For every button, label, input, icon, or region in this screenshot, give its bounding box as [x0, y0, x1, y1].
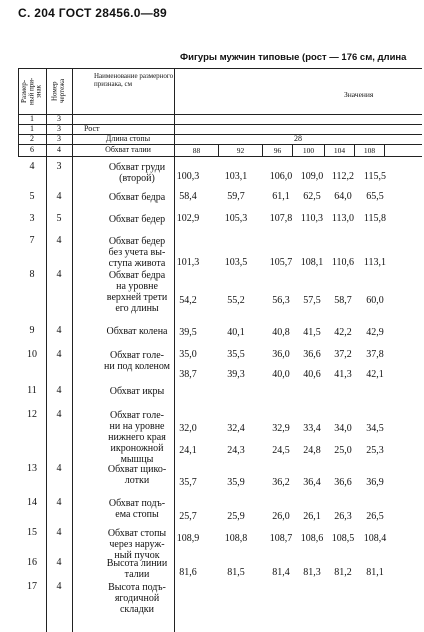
row-value: 42,2 [334, 327, 352, 338]
header-values: Значения [344, 90, 374, 99]
row-foot-length-drawing: 3 [57, 134, 61, 144]
table-top-rule [18, 68, 422, 69]
row-feature-name: Обхват голе- ни на уровне нижнего края икроножной мышцы [108, 410, 166, 465]
row-foot-length-no: 2 [30, 134, 34, 144]
row-value: 40,8 [272, 327, 290, 338]
row-feature-no: 10 [27, 349, 37, 360]
row-drawing-no: 5 [56, 213, 62, 224]
row-value: 101,3 [176, 257, 200, 268]
row-value: 108,9 [176, 533, 200, 544]
row-feature-name: Обхват груди (второй) [108, 162, 166, 184]
row-value: 105,3 [224, 213, 248, 224]
row-value: 26,5 [366, 511, 384, 522]
row-value: 56,3 [272, 295, 290, 306]
row-value: 36,6 [303, 349, 321, 360]
row-feature-no: 11 [27, 385, 37, 396]
row-feature-name: Обхват икры [109, 386, 165, 397]
row-value: 61,1 [272, 191, 290, 202]
row-value: 40,1 [227, 327, 245, 338]
row-feature-no: 8 [29, 269, 35, 280]
row-waist-no: 6 [30, 145, 34, 155]
row-value: 108,8 [224, 533, 248, 544]
row-value: 42,1 [366, 369, 384, 380]
row-drawing-no: 4 [56, 191, 62, 202]
row-drawing-no: 4 [56, 385, 62, 396]
row-value: 36,2 [272, 477, 290, 488]
row-value: 106,0 [269, 171, 293, 182]
row-value: 64,0 [334, 191, 352, 202]
row-value: 100,3 [176, 171, 200, 182]
row-drawing-no: 3 [56, 161, 62, 172]
row-value: 42,9 [366, 327, 384, 338]
row-value: 113,0 [331, 213, 355, 224]
page-header: С. 204 ГОСТ 28456.0—89 [18, 6, 168, 20]
row-rule [18, 156, 422, 157]
row-value: 40,0 [272, 369, 290, 380]
row-value: 103,1 [224, 171, 248, 182]
row-feature-name: Обхват подъ- ема стопы [108, 498, 166, 520]
row-value: 108,1 [300, 257, 324, 268]
header-feature-no: Размер- ный при- знак [19, 77, 43, 105]
row-value: 35,5 [227, 349, 245, 360]
row-value: 115,8 [363, 213, 387, 224]
row-drawing-no: 4 [56, 409, 62, 420]
row-waist-drawing: 4 [57, 145, 61, 155]
size-100: 100 [302, 145, 315, 155]
row-feature-no: 12 [27, 409, 37, 420]
row-value: 81,3 [303, 567, 321, 578]
row-value: 108,7 [269, 533, 293, 544]
row-value: 24,8 [303, 445, 321, 456]
header-drawing-no: Номер чертежа [50, 78, 66, 104]
row-value: 24,1 [179, 445, 197, 456]
row-value: 81,5 [227, 567, 245, 578]
row-feature-no: 5 [29, 191, 35, 202]
row-feature-name: Обхват бедер [108, 214, 166, 225]
row-value: 32,4 [227, 423, 245, 434]
row-drawing-no: 4 [56, 325, 62, 336]
row-value: 36,9 [366, 477, 384, 488]
row-value: 36,6 [334, 477, 352, 488]
row-feature-no: 7 [29, 235, 35, 246]
row-feature-name: Обхват голе- ни под коленом [104, 350, 170, 372]
row-feature-no: 16 [27, 557, 37, 568]
size-96: 96 [273, 145, 282, 155]
row-value: 110,6 [331, 257, 355, 268]
row-value: 37,8 [366, 349, 384, 360]
row-value: 62,5 [303, 191, 321, 202]
measurement-table [18, 68, 422, 632]
size-108: 108 [363, 145, 376, 155]
row-height-drawing: 3 [57, 124, 61, 134]
row-value: 81,2 [334, 567, 352, 578]
size-104: 104 [333, 145, 346, 155]
row-value: 26,3 [334, 511, 352, 522]
row-value: 39,5 [179, 327, 197, 338]
header-bottom-rule [18, 114, 422, 115]
row-value: 108,5 [331, 533, 355, 544]
row-value: 105,7 [269, 257, 293, 268]
col-rule [384, 144, 385, 156]
row-value: 40,6 [303, 369, 321, 380]
row-feature-name: Обхват колена [106, 326, 168, 337]
row-value: 60,0 [366, 295, 384, 306]
row-feature-name: Обхват бедра [108, 192, 166, 203]
col-rule [72, 68, 73, 632]
row-value: 24,3 [227, 445, 245, 456]
row-value: 103,5 [224, 257, 248, 268]
row-value: 33,4 [303, 423, 321, 434]
row-drawing-no: 4 [56, 349, 62, 360]
row-feature-name: Обхват бедра на уровне верхней трети его длины [106, 270, 168, 314]
row-value: 58,7 [334, 295, 352, 306]
row-rule [18, 134, 422, 135]
row-feature-name: Высота линии талии [106, 558, 168, 580]
row-drawing-no: 4 [56, 235, 62, 246]
index-col-2: 3 [57, 114, 61, 124]
row-value: 41,5 [303, 327, 321, 338]
row-value: 36,0 [272, 349, 290, 360]
row-feature-no: 13 [27, 463, 37, 474]
row-rule [18, 124, 422, 125]
row-drawing-no: 4 [56, 497, 62, 508]
row-value: 32,9 [272, 423, 290, 434]
row-value: 110,3 [300, 213, 324, 224]
row-value: 112,2 [331, 171, 355, 182]
row-value: 36,4 [303, 477, 321, 488]
row-feature-no: 15 [27, 527, 37, 538]
row-value: 55,2 [227, 295, 245, 306]
row-feature-no: 17 [27, 581, 37, 592]
row-value: 32,0 [179, 423, 197, 434]
size-92: 92 [236, 145, 245, 155]
row-drawing-no: 4 [56, 527, 62, 538]
row-height-no: 1 [30, 124, 34, 134]
row-value: 25,0 [334, 445, 352, 456]
table-caption: Фигуры мужчин типовые (рост — 176 см, длина [180, 52, 407, 63]
row-value: 26,1 [303, 511, 321, 522]
row-value: 113,1 [363, 257, 387, 268]
row-value: 34,0 [334, 423, 352, 434]
row-value: 26,0 [272, 511, 290, 522]
row-value: 25,9 [227, 511, 245, 522]
row-value: 59,7 [227, 191, 245, 202]
row-value: 24,5 [272, 445, 290, 456]
row-value: 81,1 [366, 567, 384, 578]
row-drawing-no: 4 [56, 581, 62, 592]
row-feature-name: Обхват стопы через наруж- ный пучок [107, 528, 167, 561]
row-value: 58,4 [179, 191, 197, 202]
row-value: 81,6 [179, 567, 197, 578]
size-88: 88 [192, 145, 201, 155]
row-value: 102,9 [176, 213, 200, 224]
row-value: 35,0 [179, 349, 197, 360]
row-drawing-no: 4 [56, 269, 62, 280]
row-value: 57,5 [303, 295, 321, 306]
row-value: 25,3 [366, 445, 384, 456]
row-drawing-no: 4 [56, 557, 62, 568]
row-value: 37,2 [334, 349, 352, 360]
row-value: 108,4 [363, 533, 387, 544]
row-value: 39,3 [227, 369, 245, 380]
row-waist-name: Обхват талии [105, 145, 151, 155]
row-value: 115,5 [363, 171, 387, 182]
row-value: 25,7 [179, 511, 197, 522]
row-foot-length-name: Длина стопы [105, 134, 151, 144]
row-feature-name: Обхват бедер без учета вы- ступа живота [108, 236, 166, 269]
row-value: 35,7 [179, 477, 197, 488]
row-value: 41,3 [334, 369, 352, 380]
row-feature-no: 3 [29, 213, 35, 224]
row-foot-length-value: 28 [294, 134, 302, 144]
row-feature-name: Обхват щико- лотки [107, 464, 167, 486]
row-value: 54,2 [179, 295, 197, 306]
row-value: 34,5 [366, 423, 384, 434]
row-feature-no: 14 [27, 497, 37, 508]
row-value: 38,7 [179, 369, 197, 380]
row-value: 35,9 [227, 477, 245, 488]
row-feature-name: Высота подъ- ягодичной складки [108, 582, 166, 615]
row-value: 65,5 [366, 191, 384, 202]
row-value: 108,6 [300, 533, 324, 544]
row-feature-no: 4 [29, 161, 35, 172]
row-value: 107,8 [269, 213, 293, 224]
row-height-name: Рост [84, 124, 100, 134]
index-col-1: 1 [30, 114, 34, 124]
row-value: 109,0 [300, 171, 324, 182]
row-feature-no: 9 [29, 325, 35, 336]
row-drawing-no: 4 [56, 463, 62, 474]
row-value: 81,4 [272, 567, 290, 578]
header-feature-name: Наименование размерного признака, см [94, 72, 174, 89]
